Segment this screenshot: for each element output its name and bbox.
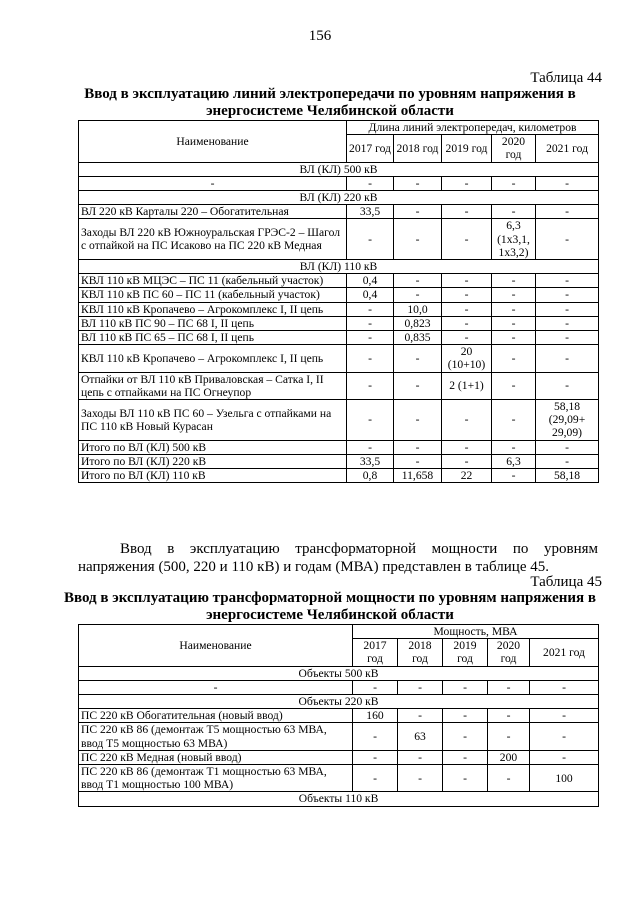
row-value: - — [394, 176, 442, 190]
row-name: Заходы ВЛ 110 кВ ПС 60 – Узельга с отпайками на ПС 110 кВ Новый Курасан — [79, 400, 347, 441]
table-45-title-line2: энергосистеме Челябинской области — [206, 607, 454, 623]
row-name: КВЛ 110 кВ Кропачево – Агрокомплекс I, II цепь — [79, 302, 347, 316]
row-value: 0,823 — [394, 316, 442, 330]
header-row — [79, 625, 599, 639]
row-value: - — [347, 302, 394, 316]
row-name: ВЛ 220 кВ Карталы 220 – Обогатительная — [79, 205, 347, 219]
row-value: - — [536, 345, 599, 372]
column-header-year: 2020 год — [488, 639, 530, 666]
table-row — [79, 709, 599, 723]
table-44-title — [60, 86, 600, 120]
row-value: - — [394, 372, 442, 399]
total-value: - — [347, 440, 394, 454]
row-name: ПС 220 кВ 86 (демонтаж Т5 мощностью 63 МВА, ввод Т5 мощностью 63 МВА) — [79, 723, 353, 750]
row-name: ВЛ 110 кВ ПС 90 – ПС 68 I, II цепь — [79, 316, 347, 330]
total-value: 0,8 — [347, 469, 394, 483]
total-value: - — [442, 440, 492, 454]
row-value: 63 — [398, 723, 443, 750]
total-name: Итого по ВЛ (КЛ) 500 кВ — [79, 440, 347, 454]
row-value: - — [536, 205, 599, 219]
section-row — [79, 191, 599, 205]
row-value: - — [347, 372, 394, 399]
column-header-name: Наименование — [79, 121, 347, 163]
row-value: - — [347, 219, 394, 260]
table-row — [79, 372, 599, 399]
section-row — [79, 162, 599, 176]
table-row — [79, 331, 599, 345]
row-name: ПС 220 кВ Обогатительная (новый ввод) — [79, 709, 353, 723]
row-value: - — [442, 176, 492, 190]
row-value: - — [442, 316, 492, 330]
table-row — [79, 205, 599, 219]
total-value: - — [442, 454, 492, 468]
row-name: - — [79, 680, 353, 694]
table-row — [79, 400, 599, 441]
table-row — [79, 176, 599, 190]
table-45-title — [60, 590, 600, 624]
total-value: 11,658 — [394, 469, 442, 483]
total-value: - — [492, 469, 536, 483]
header-row — [79, 121, 599, 135]
total-value: - — [492, 440, 536, 454]
total-value: - — [536, 440, 599, 454]
table-row — [79, 274, 599, 288]
row-value: - — [347, 400, 394, 441]
row-value: - — [443, 750, 488, 764]
column-header-year: 2017 год — [347, 135, 394, 162]
column-header-year: 2020 год — [492, 135, 536, 162]
section-title: Объекты 110 кВ — [79, 792, 599, 806]
total-value: 6,3 — [492, 454, 536, 468]
row-name: ПС 220 кВ 86 (демонтаж Т1 мощностью 63 МВА, ввод Т1 мощностью 100 МВА) — [79, 765, 353, 792]
row-value: - — [443, 723, 488, 750]
row-value: 100 — [530, 765, 599, 792]
row-value: 0,4 — [347, 274, 394, 288]
column-header-year: 2018 год — [394, 135, 442, 162]
row-name: КВЛ 110 кВ МЦЭС – ПС 11 (кабельный участок) — [79, 274, 347, 288]
row-value: - — [536, 288, 599, 302]
row-value: 10,0 — [394, 302, 442, 316]
total-row — [79, 469, 599, 483]
row-value: 2 (1+1) — [442, 372, 492, 399]
row-value: - — [443, 680, 488, 694]
column-header-year: 2021 год — [530, 639, 599, 666]
row-value: - — [398, 765, 443, 792]
table-44-caption: Таблица 44 — [530, 70, 602, 86]
row-value: - — [353, 765, 398, 792]
row-value: - — [442, 274, 492, 288]
intro-paragraph: Ввод в эксплуатацию трансформаторной мощности по уровням напряжения (500, 220 и 110 кВ) и годам (МВА) представлен в таблице 45. — [78, 541, 598, 575]
row-value: - — [347, 176, 394, 190]
table-44-title-line2: энергосистеме Челябинской области — [206, 103, 454, 119]
table-row — [79, 680, 599, 694]
row-name: Заходы ВЛ 220 кВ Южноуральская ГРЭС-2 – Шагол с отпайкой на ПС Исаково на ПС 220 кВ Медная — [79, 219, 347, 260]
column-header-year: 2019 год — [442, 135, 492, 162]
row-value: 0,835 — [394, 331, 442, 345]
row-value: - — [353, 723, 398, 750]
column-header-name: Наименование — [79, 625, 353, 667]
row-value: - — [536, 219, 599, 260]
row-value: - — [443, 709, 488, 723]
table-row — [79, 288, 599, 302]
total-value: - — [394, 454, 442, 468]
row-name: - — [79, 176, 347, 190]
column-header-year: 2021 год — [536, 135, 599, 162]
table-44 — [78, 120, 599, 483]
row-value: - — [530, 750, 599, 764]
total-name: Итого по ВЛ (КЛ) 110 кВ — [79, 469, 347, 483]
row-value: - — [347, 331, 394, 345]
row-value: - — [353, 750, 398, 764]
row-value: - — [442, 302, 492, 316]
row-value: 58,18 (29,09+ 29,09) — [536, 400, 599, 441]
row-value: 20 (10+10) — [442, 345, 492, 372]
row-value: - — [492, 331, 536, 345]
section-row — [79, 260, 599, 274]
table-row — [79, 219, 599, 260]
row-value: - — [492, 316, 536, 330]
row-value: - — [353, 680, 398, 694]
row-value: - — [442, 288, 492, 302]
row-value: - — [488, 723, 530, 750]
section-title: Объекты 500 кВ — [79, 666, 599, 680]
section-title: ВЛ (КЛ) 110 кВ — [79, 260, 599, 274]
row-value: - — [536, 176, 599, 190]
row-value: 6,3 (1х3,1, 1х3,2) — [492, 219, 536, 260]
row-value: - — [536, 302, 599, 316]
table-row — [79, 316, 599, 330]
row-value: - — [492, 288, 536, 302]
row-value: - — [536, 372, 599, 399]
row-value: - — [488, 680, 530, 694]
row-value: 33,5 — [347, 205, 394, 219]
row-name: ПС 220 кВ Медная (новый ввод) — [79, 750, 353, 764]
total-name: Итого по ВЛ (КЛ) 220 кВ — [79, 454, 347, 468]
row-value: - — [492, 302, 536, 316]
row-value: - — [398, 680, 443, 694]
row-value: - — [398, 750, 443, 764]
section-row — [79, 695, 599, 709]
total-row — [79, 454, 599, 468]
row-value: - — [536, 274, 599, 288]
row-value: - — [394, 288, 442, 302]
table-row — [79, 723, 599, 750]
row-value: - — [492, 274, 536, 288]
row-name: Отпайки от ВЛ 110 кВ Приваловская – Сатка I, II цепь с отпайками на ПС Огнеупор — [79, 372, 347, 399]
row-value: - — [442, 205, 492, 219]
total-value: 22 — [442, 469, 492, 483]
section-title: ВЛ (КЛ) 500 кВ — [79, 162, 599, 176]
row-value: - — [347, 316, 394, 330]
total-value: 33,5 — [347, 454, 394, 468]
table-row — [79, 750, 599, 764]
row-value: - — [442, 219, 492, 260]
column-header-group: Длина линий электропередач, километров — [347, 121, 599, 135]
table-45-caption: Таблица 45 — [530, 574, 602, 590]
row-value: 200 — [488, 750, 530, 764]
section-title: ВЛ (КЛ) 220 кВ — [79, 191, 599, 205]
table-45-title-line1: Ввод в эксплуатацию трансформаторной мощности по уровням напряжения в — [63, 590, 597, 606]
page-number: 156 — [308, 28, 332, 44]
row-value: - — [394, 219, 442, 260]
section-row — [79, 666, 599, 680]
row-value: - — [530, 709, 599, 723]
table-45 — [78, 624, 599, 807]
row-value: - — [394, 345, 442, 372]
row-value: 160 — [353, 709, 398, 723]
row-value: - — [530, 723, 599, 750]
section-row — [79, 792, 599, 806]
row-value: - — [488, 709, 530, 723]
row-value: - — [394, 205, 442, 219]
total-value: 58,18 — [536, 469, 599, 483]
row-value: - — [394, 400, 442, 441]
row-value: - — [536, 316, 599, 330]
row-value: - — [442, 400, 492, 441]
row-value: - — [536, 331, 599, 345]
total-value: - — [394, 440, 442, 454]
column-header-year: 2017 год — [353, 639, 398, 666]
row-value: - — [492, 372, 536, 399]
table-44-title-line1: Ввод в эксплуатацию линий электропередачи по уровням напряжения в — [84, 86, 576, 102]
row-name: ВЛ 110 кВ ПС 65 – ПС 68 I, II цепь — [79, 331, 347, 345]
table-row — [79, 345, 599, 372]
row-value: - — [347, 345, 394, 372]
table-row — [79, 302, 599, 316]
row-value: - — [492, 345, 536, 372]
column-header-group: Мощность, МВА — [353, 625, 599, 639]
total-row — [79, 440, 599, 454]
total-value: - — [536, 454, 599, 468]
section-title: Объекты 220 кВ — [79, 695, 599, 709]
row-name: КВЛ 110 кВ ПС 60 – ПС 11 (кабельный участок) — [79, 288, 347, 302]
row-value: 0,4 — [347, 288, 394, 302]
row-value: - — [443, 765, 488, 792]
table-row — [79, 765, 599, 792]
column-header-year: 2019 год — [443, 639, 488, 666]
row-value: - — [488, 765, 530, 792]
row-value: - — [492, 176, 536, 190]
row-name: КВЛ 110 кВ Кропачево – Агрокомплекс I, II цепь — [79, 345, 347, 372]
row-value: - — [394, 274, 442, 288]
row-value: - — [492, 205, 536, 219]
row-value: - — [492, 400, 536, 441]
row-value: - — [530, 680, 599, 694]
row-value: - — [442, 331, 492, 345]
row-value: - — [398, 709, 443, 723]
column-header-year: 2018 год — [398, 639, 443, 666]
